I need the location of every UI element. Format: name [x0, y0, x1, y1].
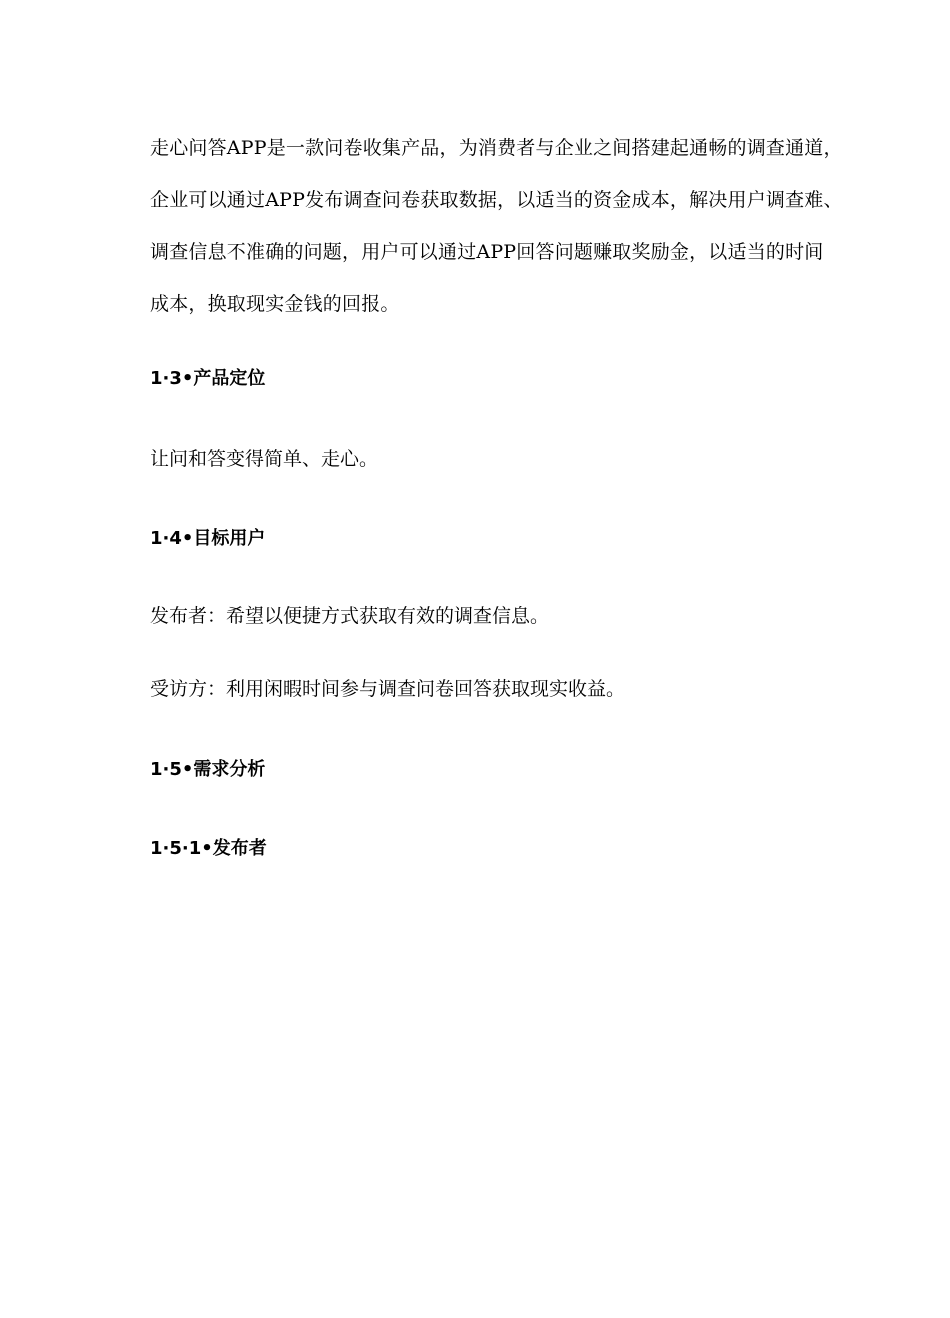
target-user-publisher: 发布者：希望以便捷方式获取有效的调查信息。 — [150, 605, 550, 627]
intro-line-3: 调查信息不准确的问题，用户可以通过APP回答问题赚取奖励金，以适当的时间 — [150, 241, 824, 263]
product-positioning-text: 让问和答变得简单、走心。 — [150, 448, 379, 470]
heading-needs-analysis: 1·5•需求分析 — [150, 759, 266, 780]
intro-line-1: 走心问答APP是一款问卷收集产品，为消费者与企业之间搭建起通畅的调查通道， — [150, 137, 843, 159]
heading-target-users: 1·4•目标用户 — [150, 528, 266, 549]
intro-line-2: 企业可以通过APP发布调查问卷获取数据，以适当的资金成本，解决用户调查难、 — [150, 189, 843, 211]
heading-product-positioning: 1·3•产品定位 — [150, 368, 266, 389]
intro-paragraph — [150, 122, 843, 330]
intro-line-4: 成本，换取现实金钱的回报。 — [150, 293, 400, 315]
heading-publisher-needs: 1·5·1•发布者 — [150, 838, 267, 859]
target-user-respondent: 受访方：利用闲暇时间参与调查问卷回答获取现实收益。 — [150, 678, 626, 700]
